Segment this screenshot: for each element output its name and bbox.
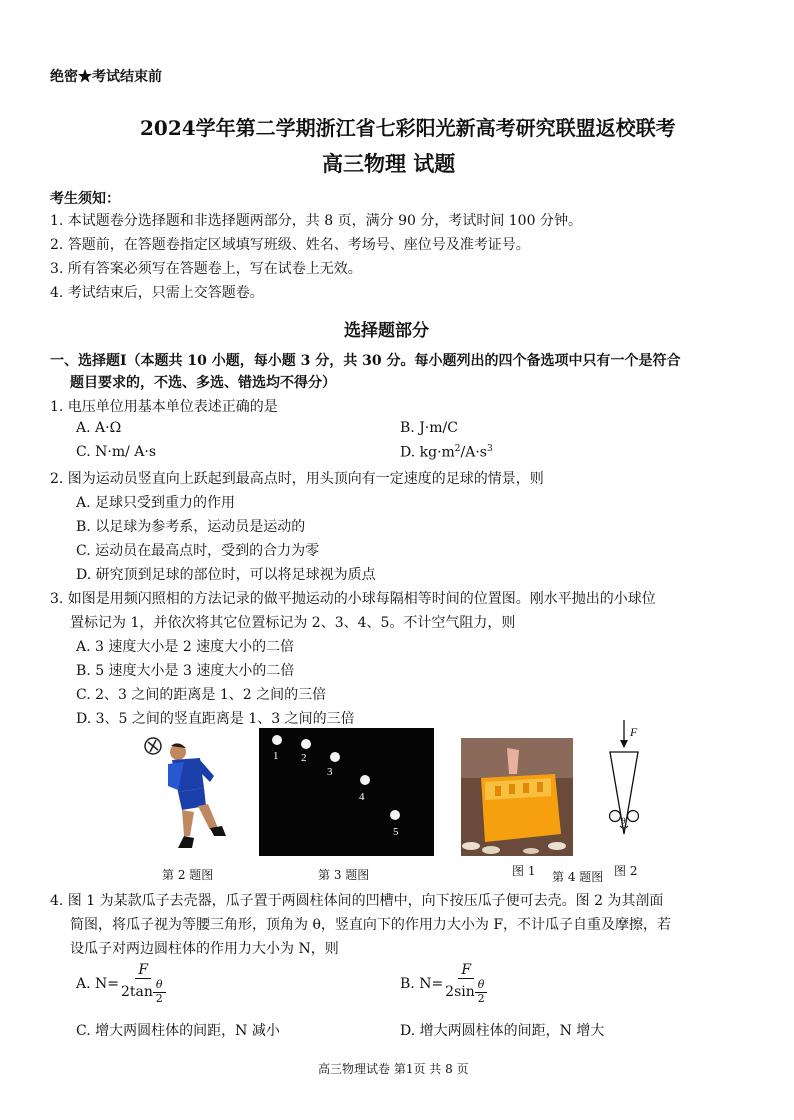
strobe-photo-figure — [259, 728, 434, 856]
q4-option-b: B. N= F 2sin $\frac{\theta}{2}$ — [400, 962, 489, 1005]
notice-item: 2. 答题前，在答题卷指定区域填写班级、姓名、考场号、座位号及准考证号。 — [50, 237, 530, 253]
q4-option-d: D. 增大两圆柱体的间距，N 增大 — [400, 1023, 605, 1039]
exam-subtitle: 高三物理 试题 — [322, 151, 456, 176]
figure-4-caption: 第 4 题图 — [552, 870, 604, 884]
exam-title: 2024学年第二学期浙江省七彩阳光新高考研究联盟返校联考 — [140, 116, 676, 140]
q3-option-c: C. 2、3 之间的距离是 1、2 之间的三倍 — [76, 687, 327, 703]
q4-option-a: A. N= F 2tan $\frac{\theta}{2}$ — [76, 962, 168, 1005]
q1-option-c: C. N·m/ A·s — [76, 444, 157, 460]
q2-option-a: A. 足球只受到重力的作用 — [76, 495, 236, 511]
q3-option-d: D. 3、5 之间的竖直距离是 1、3 之间的三倍 — [76, 711, 355, 727]
q2-option-b: B. 以足球为参考系，运动员是运动的 — [76, 519, 306, 535]
section-instruction: 一、选择题Ⅰ（本题共 10 小题，每小题 3 分，共 30 分。每小题列出的四个备选项中只有一个是符合 — [50, 353, 681, 369]
secret-label: 绝密★考试结束前 — [50, 69, 162, 85]
section-title: 选择题部分 — [344, 321, 429, 341]
page-footer: 高三物理试卷 第1页 共 8 页 — [318, 1062, 469, 1076]
q3-stem-cont: 置标记为 1，并依次将其它位置标记为 2、3、4、5。不计空气阻力，则 — [70, 615, 516, 631]
figure-2-caption: 第 2 题图 — [162, 868, 214, 882]
ball-label: 1 — [273, 750, 279, 762]
q1-option-d: D. $kg\cdot m^2/A\cdot s^3$ — [400, 444, 493, 461]
ball-label: 3 — [327, 766, 333, 778]
q4-stem-cont: 简图，将瓜子视为等腰三角形，顶角为 θ，竖直向下的作用力大小为 F，不计瓜子自重及摩擦，若 — [70, 917, 672, 933]
force-diagram — [596, 712, 656, 862]
section-instruction-cont: 题目要求的，不选、多选、错选均不得分） — [70, 375, 336, 391]
q3-option-b: B. 5 速度大小是 3 速度大小的二倍 — [76, 663, 295, 679]
q1-option-a: A. A·Ω — [76, 420, 122, 436]
q2-option-d: D. 研究顶到足球的部位时，可以将足球视为质点 — [76, 567, 376, 583]
q4-stem: 4. 图 1 为某款瓜子去壳器，瓜子置于两圆柱体间的凹槽中，向下按压瓜子便可去壳。图 2 为其剖面 — [50, 893, 664, 909]
q3-stem: 3. 如图是用频闪照相的方法记录的做平抛运动的小球每隔相等时间的位置图。刚水平抛出的小球位 — [50, 591, 656, 607]
seed-sheller-photo — [461, 738, 573, 856]
q1-option-b: B. J·m/C — [400, 420, 458, 436]
notice-item: 1. 本试题卷分选择题和非选择题两部分，共 8 页，满分 90 分，考试时间 100 分钟。 — [50, 213, 582, 229]
q2-stem: 2. 图为运动员竖直向上跃起到最高点时，用头顶向有一定速度的足球的情景，则 — [50, 471, 544, 487]
notice-item: 4. 考试结束后，只需上交答题卷。 — [50, 285, 264, 301]
ball-label: 4 — [359, 791, 365, 803]
q4-stem-cont2: 设瓜子对两边圆柱体的作用力大小为 N，则 — [70, 941, 339, 957]
ball-label: 5 — [393, 826, 399, 838]
figure-3-caption: 第 3 题图 — [318, 868, 370, 882]
figure-4-1-caption: 图 1 — [512, 864, 536, 878]
q3-option-a: A. 3 速度大小是 2 速度大小的二倍 — [76, 639, 295, 655]
notice-item: 3. 所有答案必须写在答题卷上，写在试卷上无效。 — [50, 261, 362, 277]
force-label: F — [630, 725, 638, 739]
figure-4-2-caption: 图 2 — [614, 864, 638, 878]
athlete-figure — [138, 732, 238, 852]
ball-label: 2 — [301, 752, 307, 764]
q4-option-c: C. 增大两圆柱体的间距，N 减小 — [76, 1023, 280, 1039]
q2-option-c: C. 运动员在最高点时，受到的合力为零 — [76, 543, 320, 559]
theta-label: θ — [621, 816, 626, 826]
notice-heading: 考生须知： — [50, 191, 120, 207]
q1-stem: 1. 电压单位用基本单位表述正确的是 — [50, 399, 278, 415]
